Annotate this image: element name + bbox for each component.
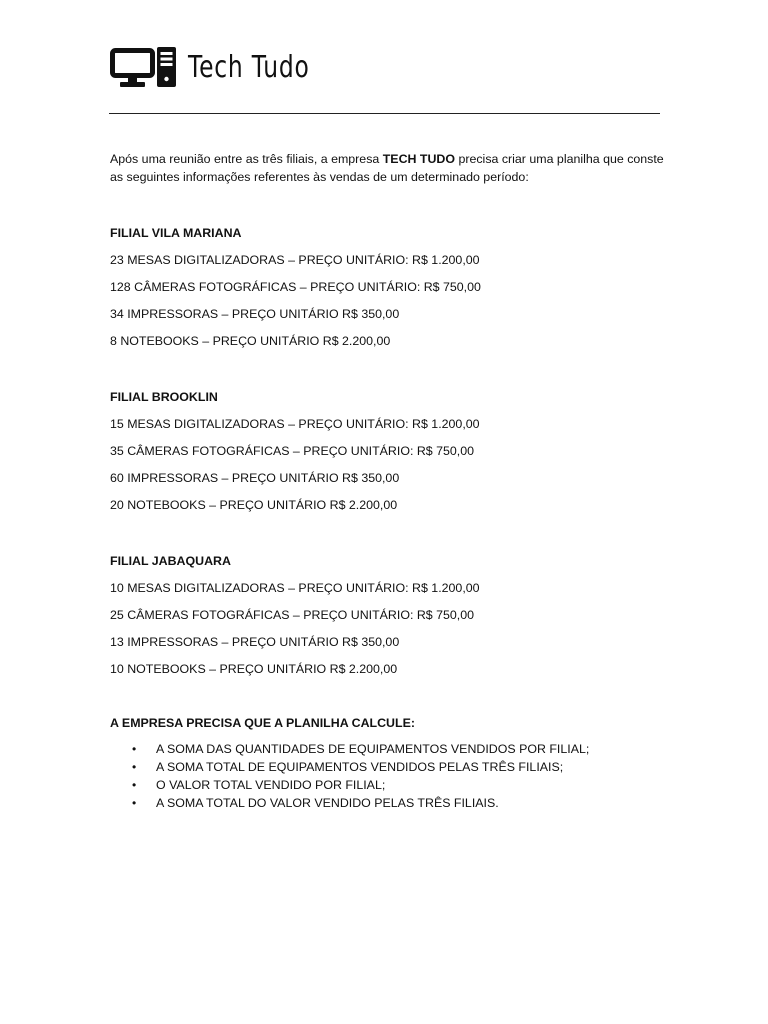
sale-item: 35 CÂMERAS FOTOGRÁFICAS – PREÇO UNITÁRIO: R$ 750,00: [110, 444, 475, 458]
bullet-icon: •: [132, 742, 137, 756]
sale-item: 128 CÂMERAS FOTOGRÁFICAS – PREÇO UNITÁRIO: R$ 750,00: [110, 280, 481, 294]
branch-section-jabaquara: [110, 552, 670, 678]
document-body: [110, 150, 670, 812]
requirement-item: [110, 776, 670, 794]
bullet-icon: •: [132, 778, 137, 792]
branch-title: FILIAL VILA MARIANA: [110, 226, 242, 240]
header-divider: [109, 113, 660, 114]
sale-item: 23 MESAS DIGITALIZADORAS – PREÇO UNITÁRIO: R$ 1.200,00: [110, 253, 480, 267]
computer-monitor-tower-icon: [110, 46, 178, 88]
intro-paragraph: [110, 150, 670, 186]
company-name: TECH TUDO: [382, 152, 456, 166]
bullet-icon: •: [132, 796, 137, 810]
sale-item: 13 IMPRESSORAS – PREÇO UNITÁRIO R$ 350,00: [110, 635, 400, 649]
requirement-text: O VALOR TOTAL VENDIDO POR FILIAL;: [156, 778, 386, 792]
sale-item: 20 NOTEBOOKS – PREÇO UNITÁRIO R$ 2.200,00: [110, 498, 398, 512]
intro-text-start: Após uma reunião entre as três filiais, a empresa: [110, 152, 383, 166]
requirements-list: [110, 740, 670, 812]
bullet-icon: •: [132, 760, 137, 774]
requirements-title: A EMPRESA PRECISA QUE A PLANILHA CALCULE:: [110, 716, 415, 730]
branch-section-brooklin: [110, 388, 670, 514]
branch-section-vila-mariana: [110, 224, 670, 350]
sale-item: 10 MESAS DIGITALIZADORAS – PREÇO UNITÁRIO: R$ 1.200,00: [110, 581, 480, 595]
brand-name: Tech Tudo: [188, 49, 310, 85]
sale-item: 15 MESAS DIGITALIZADORAS – PREÇO UNITÁRIO: R$ 1.200,00: [110, 417, 480, 431]
sale-item: 60 IMPRESSORAS – PREÇO UNITÁRIO R$ 350,00: [110, 471, 400, 485]
requirement-text: A SOMA TOTAL DO VALOR VENDIDO PELAS TRÊS FILIAIS.: [156, 796, 499, 810]
sale-item: 25 CÂMERAS FOTOGRÁFICAS – PREÇO UNITÁRIO: R$ 750,00: [110, 608, 475, 622]
document-header: [110, 46, 344, 88]
sale-item: 8 NOTEBOOKS – PREÇO UNITÁRIO R$ 2.200,00: [110, 334, 391, 348]
requirement-item: [110, 758, 670, 776]
requirement-text: A SOMA TOTAL DE EQUIPAMENTOS VENDIDOS PELAS TRÊS FILIAIS;: [156, 760, 564, 774]
sale-item: 34 IMPRESSORAS – PREÇO UNITÁRIO R$ 350,00: [110, 307, 400, 321]
branch-title: FILIAL BROOKLIN: [110, 390, 218, 404]
requirement-item: [110, 794, 670, 812]
branch-title: FILIAL JABAQUARA: [110, 554, 231, 568]
requirement-item: [110, 740, 670, 758]
sale-item: 10 NOTEBOOKS – PREÇO UNITÁRIO R$ 2.200,00: [110, 662, 398, 676]
intro-text-end: precisa criar uma planilha que conste as seguintes informações referentes às vendas de um determinado período:: [110, 152, 664, 184]
requirement-text: A SOMA DAS QUANTIDADES DE EQUIPAMENTOS VENDIDOS POR FILIAL;: [156, 742, 590, 756]
